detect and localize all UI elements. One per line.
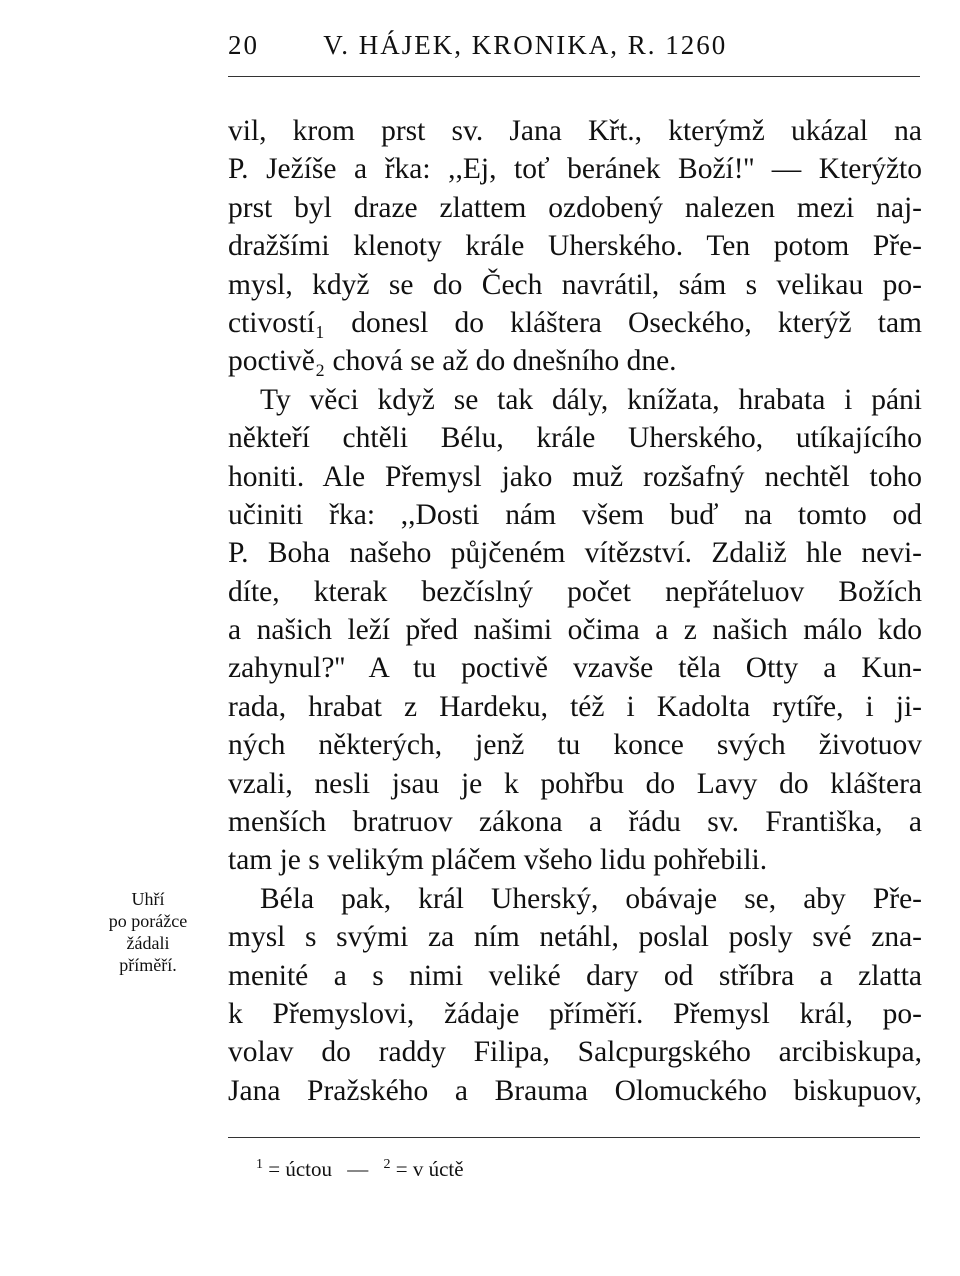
text-line: honiti. Ale Přemysl jako muž rozšafný nechtěl toho xyxy=(228,460,922,493)
text-line: mysl, když se do Čech navrátil, sám s velikau po- xyxy=(228,268,922,301)
margin-note-line: žádali xyxy=(126,933,170,953)
margin-note-line: příměří. xyxy=(119,955,177,975)
text-line: někteří chtěli Bélu, krále Uherského, utíkajícího xyxy=(228,422,922,455)
margin-note-line: po porážce xyxy=(108,911,188,931)
text-line: učiniti řka: ,,Dosti nám všem buď na tomto od xyxy=(228,498,922,531)
text-line: P. Boha našeho půjčeném vítězství. Zdaliž hle nevi- xyxy=(228,537,922,570)
footnote-2-text: = v úctě xyxy=(395,1157,464,1181)
text-line: prst byl draze zlattem ozdobený nalezen mezi naj- xyxy=(228,191,922,224)
margin-note xyxy=(74,888,222,976)
footnote-1-mark: 1 xyxy=(256,1157,263,1172)
footnote-1-text: = úctou xyxy=(268,1157,332,1181)
text-line: k Přemyslovi, žádaje příměří. Přemysl král, po- xyxy=(228,997,922,1030)
header-rule xyxy=(228,76,920,77)
text-line: P. Ježíše a řka: ,,Ej, toť beránek Boží!'' — Kterýžto xyxy=(228,153,922,186)
text-line: vil, krom prst sv. Jana Křt., kterýmž ukázal na xyxy=(228,115,922,147)
text-line: ctivostí₁ donesl do kláštera Oseckého, kterýž tam xyxy=(228,306,922,339)
text-line: dražšími klenoty krále Uherského. Ten potom Pře- xyxy=(228,230,922,263)
margin-note-line: Uhří xyxy=(131,889,165,909)
running-title: V. HÁJEK, KRONIKA, R. 1260 xyxy=(323,30,728,60)
text-line: rada, hrabat z Hardeku, též i Kadolta rytíře, i ji- xyxy=(228,690,922,723)
text-line: Béla pak, král Uherský, obávaje se, aby Pře- xyxy=(260,882,922,915)
footnotes xyxy=(256,1157,464,1182)
text-line: menité a s nimi veliké dary od stříbra a zlatta xyxy=(228,959,922,992)
running-header xyxy=(228,30,918,61)
text-line: a našich leží před našimi očima a z našich málo kdo xyxy=(228,614,922,647)
footnote-2-mark: 2 xyxy=(383,1157,391,1172)
text-line: poctivě₂ chová se až do dnešního dne. xyxy=(228,345,677,378)
text-line: Jana Pražského a Brauma Olomuckého biskupuov, xyxy=(228,1074,922,1107)
text-line: menších bratruov zákona a řádu sv. Františka, a xyxy=(228,806,922,839)
text-line: mysl s svými za ním netáhl, poslal posly své zna- xyxy=(228,921,922,954)
text-line: zahynul?'' A tu poctivě vzavše těla Otty a Kun- xyxy=(228,652,922,685)
text-line: Ty věci když se tak dály, knížata, hrabata i páni xyxy=(260,383,922,416)
footnote-rule xyxy=(228,1137,920,1138)
footnote-separator: — xyxy=(347,1157,369,1181)
text-line: ných některých, jenž tu konce svých životuov xyxy=(228,729,922,762)
body-text xyxy=(228,112,922,1110)
text-line: tam je s velikým pláčem všeho lidu pohřebili. xyxy=(228,844,768,877)
page-number: 20 xyxy=(228,30,259,60)
text-line: díte, kterak bezčíslný počet nepřáteluov Božích xyxy=(228,575,922,608)
text-line: volav do raddy Filipa, Salcpurgského arcibiskupa, xyxy=(228,1036,922,1069)
text-line: vzali, nesli jsau je k pohřbu do Lavy do kláštera xyxy=(228,767,922,800)
